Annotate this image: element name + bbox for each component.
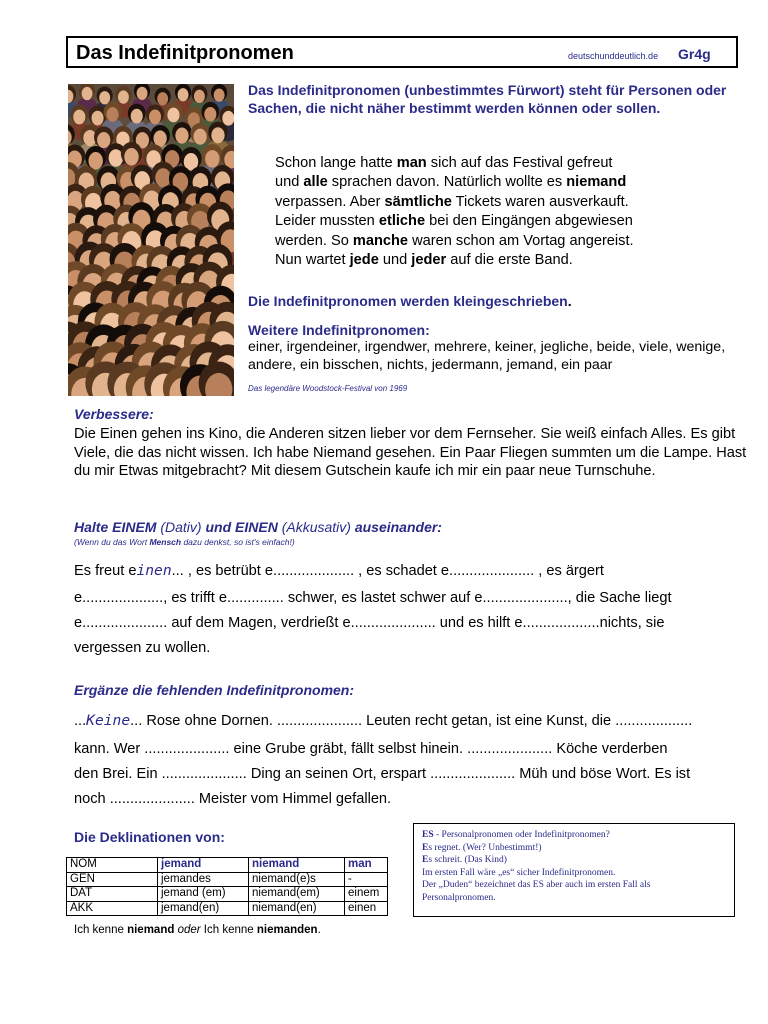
verbessere-heading: Verbessere: — [74, 406, 154, 422]
text-segment: werden. So — [275, 232, 353, 249]
table-cell: AKK — [67, 901, 158, 916]
handwritten-answer: Keine — [86, 712, 131, 729]
ergaenze-heading: Ergänze die fehlenden Indefinitpronomen: — [74, 682, 355, 698]
text-segment: sprachen davon. Natürlich wollte es — [327, 174, 567, 191]
example-part: oder — [174, 924, 204, 936]
halte-heading-part: (Akkusativ) — [277, 519, 355, 535]
halte-note-part: (Wenn du das Wort — [74, 537, 150, 547]
table-cell: jemandes — [158, 872, 249, 887]
halte-note-part: dazu denkst, so ist's einfach!) — [181, 537, 295, 547]
es-box-line — [422, 829, 726, 842]
crowd-face — [99, 91, 110, 104]
lowercase-note-dot: . — [567, 293, 572, 309]
halte-note — [74, 537, 295, 547]
crowd-face — [149, 110, 161, 125]
crowd-face — [155, 168, 171, 187]
text-segment: Personalpronomen. — [422, 892, 496, 903]
bold-word: jeder — [411, 252, 447, 269]
ergaenze-line — [74, 712, 754, 729]
halte-heading — [74, 519, 442, 535]
story-line — [275, 154, 695, 173]
page-header — [66, 36, 738, 68]
woodstock-photo — [68, 84, 234, 396]
es-box-line — [422, 892, 726, 905]
crowd-face — [97, 132, 110, 148]
intro-text: Das Indefinitpronomen (unbestimmtes Fürwort) steht für Personen oder Sachen, die nicht näher bestimmt werden können oder sollen. — [248, 82, 727, 116]
table-row — [67, 887, 388, 902]
text-segment: Nun wartet — [275, 252, 350, 269]
bold-word: alle — [303, 174, 328, 191]
story-line — [275, 193, 695, 212]
text-segment: verpassen. Aber — [275, 193, 385, 210]
table-cell: niemand(en) — [249, 901, 345, 916]
site-name: deutschunddeutlich.de — [568, 51, 659, 61]
verbessere-text: Die Einen gehen ins Kino, die Anderen sitzen lieber vor dem Fernseher. Sie weiß einfach Alles. Es gibt Viele, die das nicht wissen. Ich habe Niemand gesehen. Ein Paar Fliegen summten um die Lampe. Hast du mir Etwas mitgebracht? Mit diesem Gutschein kaufe ich mir ein paar neue Turnschuhe. — [74, 426, 747, 479]
grade-label: Gr4g — [678, 46, 711, 62]
example-part: Ich kenne — [74, 924, 128, 936]
crowd-face — [82, 87, 93, 100]
text-segment: s schreit. (Das Kind) — [428, 855, 507, 866]
es-box-line — [422, 879, 726, 892]
crowd-face — [214, 89, 225, 102]
more-pronouns-heading: Weitere Indefinitpronomen: — [248, 322, 430, 338]
halte-line — [74, 562, 754, 579]
story-text — [275, 154, 695, 270]
table-cell: jemand (em) — [158, 887, 249, 902]
table-cell: GEN — [67, 872, 158, 887]
crowd-face — [124, 148, 138, 166]
crowd-face — [153, 130, 166, 146]
text-segment: und — [275, 174, 304, 191]
crowd-face — [73, 110, 85, 125]
example-bold: niemanden — [256, 924, 318, 936]
table-cell: einem — [345, 887, 388, 902]
table-cell: NOM — [67, 858, 158, 873]
text-segment: Tickets waren ausverkauft. — [451, 193, 629, 210]
halte-note-bold: Mensch — [149, 537, 182, 547]
table-cell: einen — [345, 901, 388, 916]
lowercase-note-text: Die Indefinitpronomen werden kleingeschrieben — [248, 293, 568, 309]
handwritten-answer: inen — [136, 562, 172, 579]
text-segment: und — [378, 252, 412, 269]
crowd-face — [205, 150, 219, 168]
page-title: Das Indefinitpronomen — [76, 42, 294, 64]
text-segment: waren schon am Vortag angereist. — [408, 232, 634, 249]
table-cell: - — [345, 872, 388, 887]
ergaenze-line: kann. Wer ..................... eine Grube gräbt, fällt selbst hinein. ..................... Köche verderben — [74, 741, 668, 757]
crowd-face — [118, 90, 129, 103]
table-cell: jemand(en) — [158, 901, 249, 916]
text-segment: auf die erste Band. — [446, 252, 573, 269]
halte-heading-part: und EINEN — [205, 519, 278, 535]
table-header: man — [345, 858, 388, 873]
crowd-face — [137, 87, 148, 100]
crowd-face — [222, 111, 234, 126]
text-segment: Im ersten Fall wäre „es“ sicher Indefinitpronomen. — [422, 867, 616, 878]
halte-line-text: Es freut e — [74, 563, 137, 579]
deklination-table — [66, 857, 388, 916]
crowd-face — [194, 90, 205, 103]
lowercase-note — [248, 293, 572, 309]
table-row — [67, 901, 388, 916]
crowd-face — [204, 107, 216, 122]
story-line — [275, 173, 695, 192]
table-cell: DAT — [67, 887, 158, 902]
text-segment: sich auf das Festival gefreut — [426, 155, 613, 171]
es-box-line — [422, 867, 726, 880]
crowd-image — [68, 84, 234, 396]
bold-word: manche — [352, 232, 409, 249]
story-line — [275, 232, 695, 251]
table-header: jemand — [158, 858, 249, 873]
table-row — [67, 872, 388, 887]
crowd-face — [157, 92, 168, 105]
halte-line: e..................... auf dem Magen, verdrießt e..................... und es hilft e...................nichts, sie — [74, 615, 665, 631]
bold-word: jede — [349, 252, 379, 269]
crowd-face — [106, 107, 118, 122]
halte-line: vergessen zu wollen. — [74, 640, 211, 656]
ergaenze-line-text: ... — [74, 713, 87, 729]
example-bold: niemand — [127, 924, 175, 936]
crowd-face — [178, 88, 189, 101]
halte-line: e...................., es trifft e.............. schwer, es lastet schwer auf e....................., die Sache liegt — [74, 590, 672, 606]
more-pronouns-list: einer, irgendeiner, irgendwer, mehrere, keiner, jegliche, beide, viele, wenige, andere, ein bisschen, nichts, jedermann, jemand, ein paar — [248, 339, 726, 373]
table-header-row — [67, 858, 388, 873]
text-segment: s regnet. (Wer? Unbestimmt!) — [428, 842, 542, 853]
crowd-face — [131, 109, 143, 124]
bold-word: E — [422, 842, 429, 853]
bold-word: E — [422, 855, 429, 866]
halte-line-text: ... , es betrübt e.................... , es schadet e..................... , es ärgert — [171, 563, 604, 579]
es-box-line — [422, 842, 726, 855]
halte-heading-part: (Dativ) — [156, 519, 206, 535]
table-header: niemand — [249, 858, 345, 873]
table-cell: niemand(e)s — [249, 872, 345, 887]
crowd-face — [194, 129, 207, 145]
crowd-face — [175, 128, 188, 144]
story-line — [275, 212, 695, 231]
photo-caption: Das legendäre Woodstock-Festival von 1969 — [248, 384, 408, 393]
es-info-box — [413, 823, 735, 917]
bold-word: sämtliche — [384, 193, 452, 210]
example-part: . — [317, 924, 321, 936]
example-sentence — [74, 924, 321, 936]
crowd-face — [167, 108, 179, 123]
story-line — [275, 251, 695, 270]
text-segment: bei den Eingängen abgewiesen — [425, 213, 633, 230]
example-part: Ich kenne — [203, 924, 257, 936]
text-segment: Leider mussten — [275, 213, 379, 230]
bold-word: man — [396, 155, 427, 171]
bold-word: etliche — [378, 213, 426, 230]
ergaenze-line-text: ... Rose ohne Dornen. ..................... Leuten recht getan, ist eine Kunst, die ................... — [130, 713, 693, 729]
table-cell: niemand(em) — [249, 887, 345, 902]
crowd-face — [92, 111, 104, 126]
halte-heading-part: auseinander: — [354, 519, 442, 535]
halte-heading-part: Halte EINEM — [74, 519, 157, 535]
text-segment: Der „Duden“ bezeichnet das ES aber auch im ersten Fall als — [422, 880, 651, 891]
ergaenze-line: den Brei. Ein ..................... Ding an seinen Ort, erspart ..................... Müh und böse Wort. Es ist — [74, 766, 691, 782]
ergaenze-line: noch ..................... Meister vom Himmel gefallen. — [74, 791, 392, 807]
crowd-face — [211, 127, 224, 143]
bold-word: niemand — [566, 174, 627, 191]
text-segment: Schon lange hatte — [275, 155, 397, 171]
es-box-line — [422, 854, 726, 867]
crowd-face — [109, 149, 123, 167]
bold-word: ES — [422, 830, 434, 840]
deklination-heading: Die Deklinationen von: — [74, 829, 225, 845]
text-segment: - Personalpronomen oder Indefinitpronomen? — [433, 830, 610, 840]
